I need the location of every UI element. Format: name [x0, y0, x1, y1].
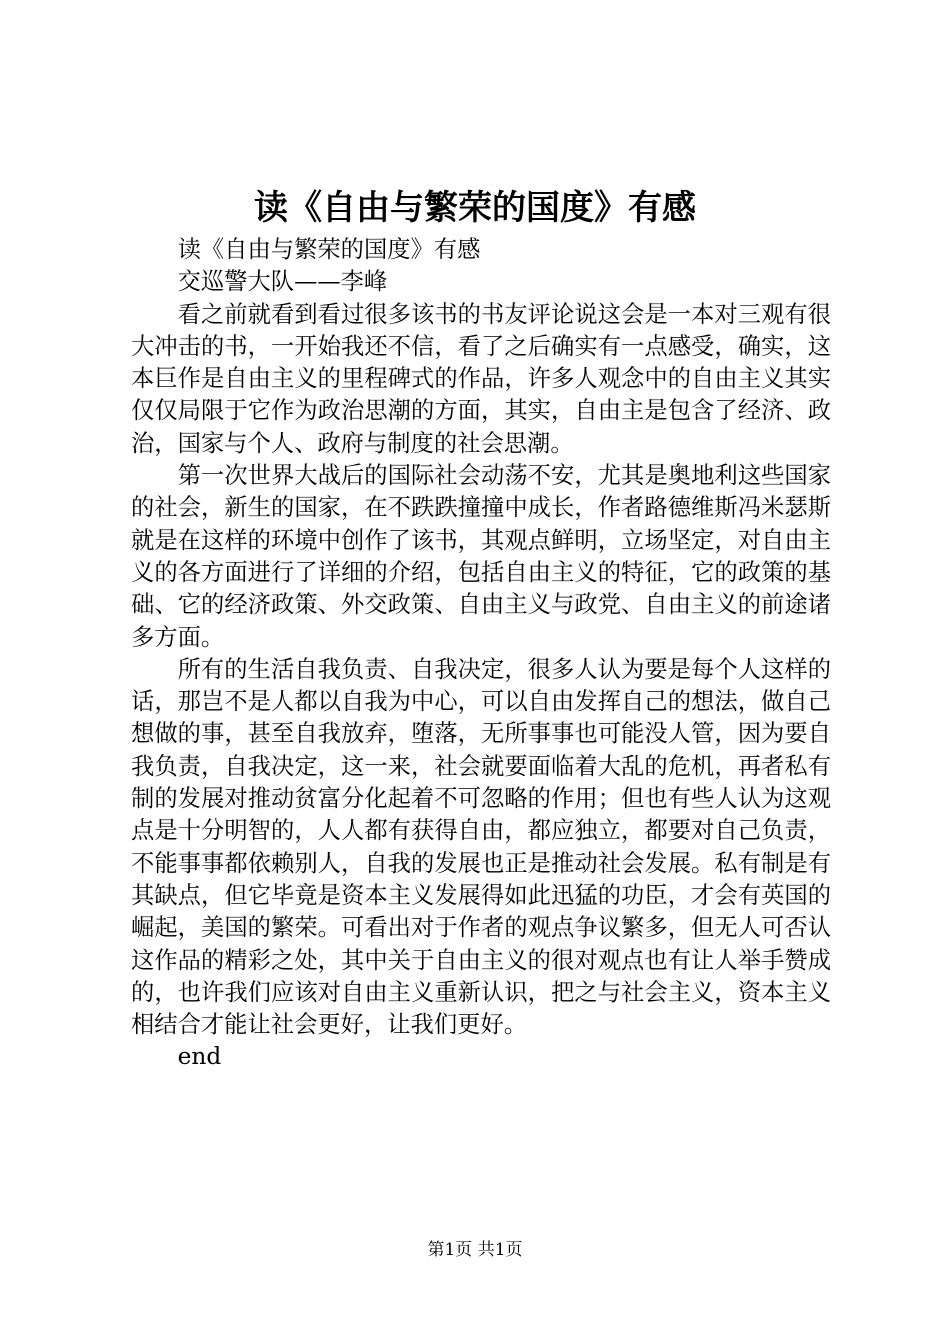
- paragraph-1: 看之前就看到看过很多该书的书友评论说这会是一本对三观有很大冲击的书，一开始我还不信，看了之后确实有一点感受，确实，这本巨作是自由主义的里程碑式的作品，许多人观念中的自由主义其实仅仅局限于它作为政治思潮的方面，其实，自由主是包含了经济、政治，国家与个人、政府与制度的社会思潮。: [131, 300, 831, 457]
- end-marker: end: [177, 1043, 222, 1071]
- document-title: 读《自由与繁荣的国度》有感: [254, 188, 696, 228]
- paragraph-3: 所有的生活自我负责、自我决定，很多人认为要是每个人这样的话，那岂不是人都以自我为中心，可以自由发挥自己的想法，做自己想做的事，甚至自我放弃，堕落，无所事事也可能没人管，因为要自我负责，自我决定，这一来，社会就要面临着大乱的危机，再者私有制的发展对推动贫富分化起着不可忽略的作用；但也有些人认为这观点是十分明智的，人人都有获得自由，都应独立，都要对自己负责，不能事事都依赖别人，自我的发展也正是推动社会发展。私有制是有其缺点，但它毕竟是资本主义发展得如此迅猛的功臣，才会有英国的崛起，美国的繁荣。可看出对于作者的观点争议繁多，但无人可否认这作品的精彩之处，其中关于自由主义的很对观点也有让人举手赞成的，也许我们应该对自由主义重新认识，把之与社会主义，资本主义相结合才能让社会更好，让我们更好。: [131, 655, 831, 1039]
- subtitle-line: 读《自由与繁荣的国度》有感: [177, 236, 481, 263]
- paragraph-2: 第一次世界大战后的国际社会动荡不安，尤其是奥地利这些国家的社会，新生的国家，在不跌跌撞撞中成长，作者路德维斯冯米瑟斯就是在这样的环境中创作了该书，其观点鲜明，立场坚定，对自由主义的各方面进行了详细的介绍，包括自由主义的特征，它的政策的基础、它的经济政策、外交政策、自由主义与政党、自由主义的前途诸多方面。: [131, 462, 831, 651]
- author-line: 交巡警大队——李峰: [177, 268, 388, 296]
- document-body: [131, 234, 831, 1074]
- page-footer: 第1页 共1页: [427, 1240, 523, 1260]
